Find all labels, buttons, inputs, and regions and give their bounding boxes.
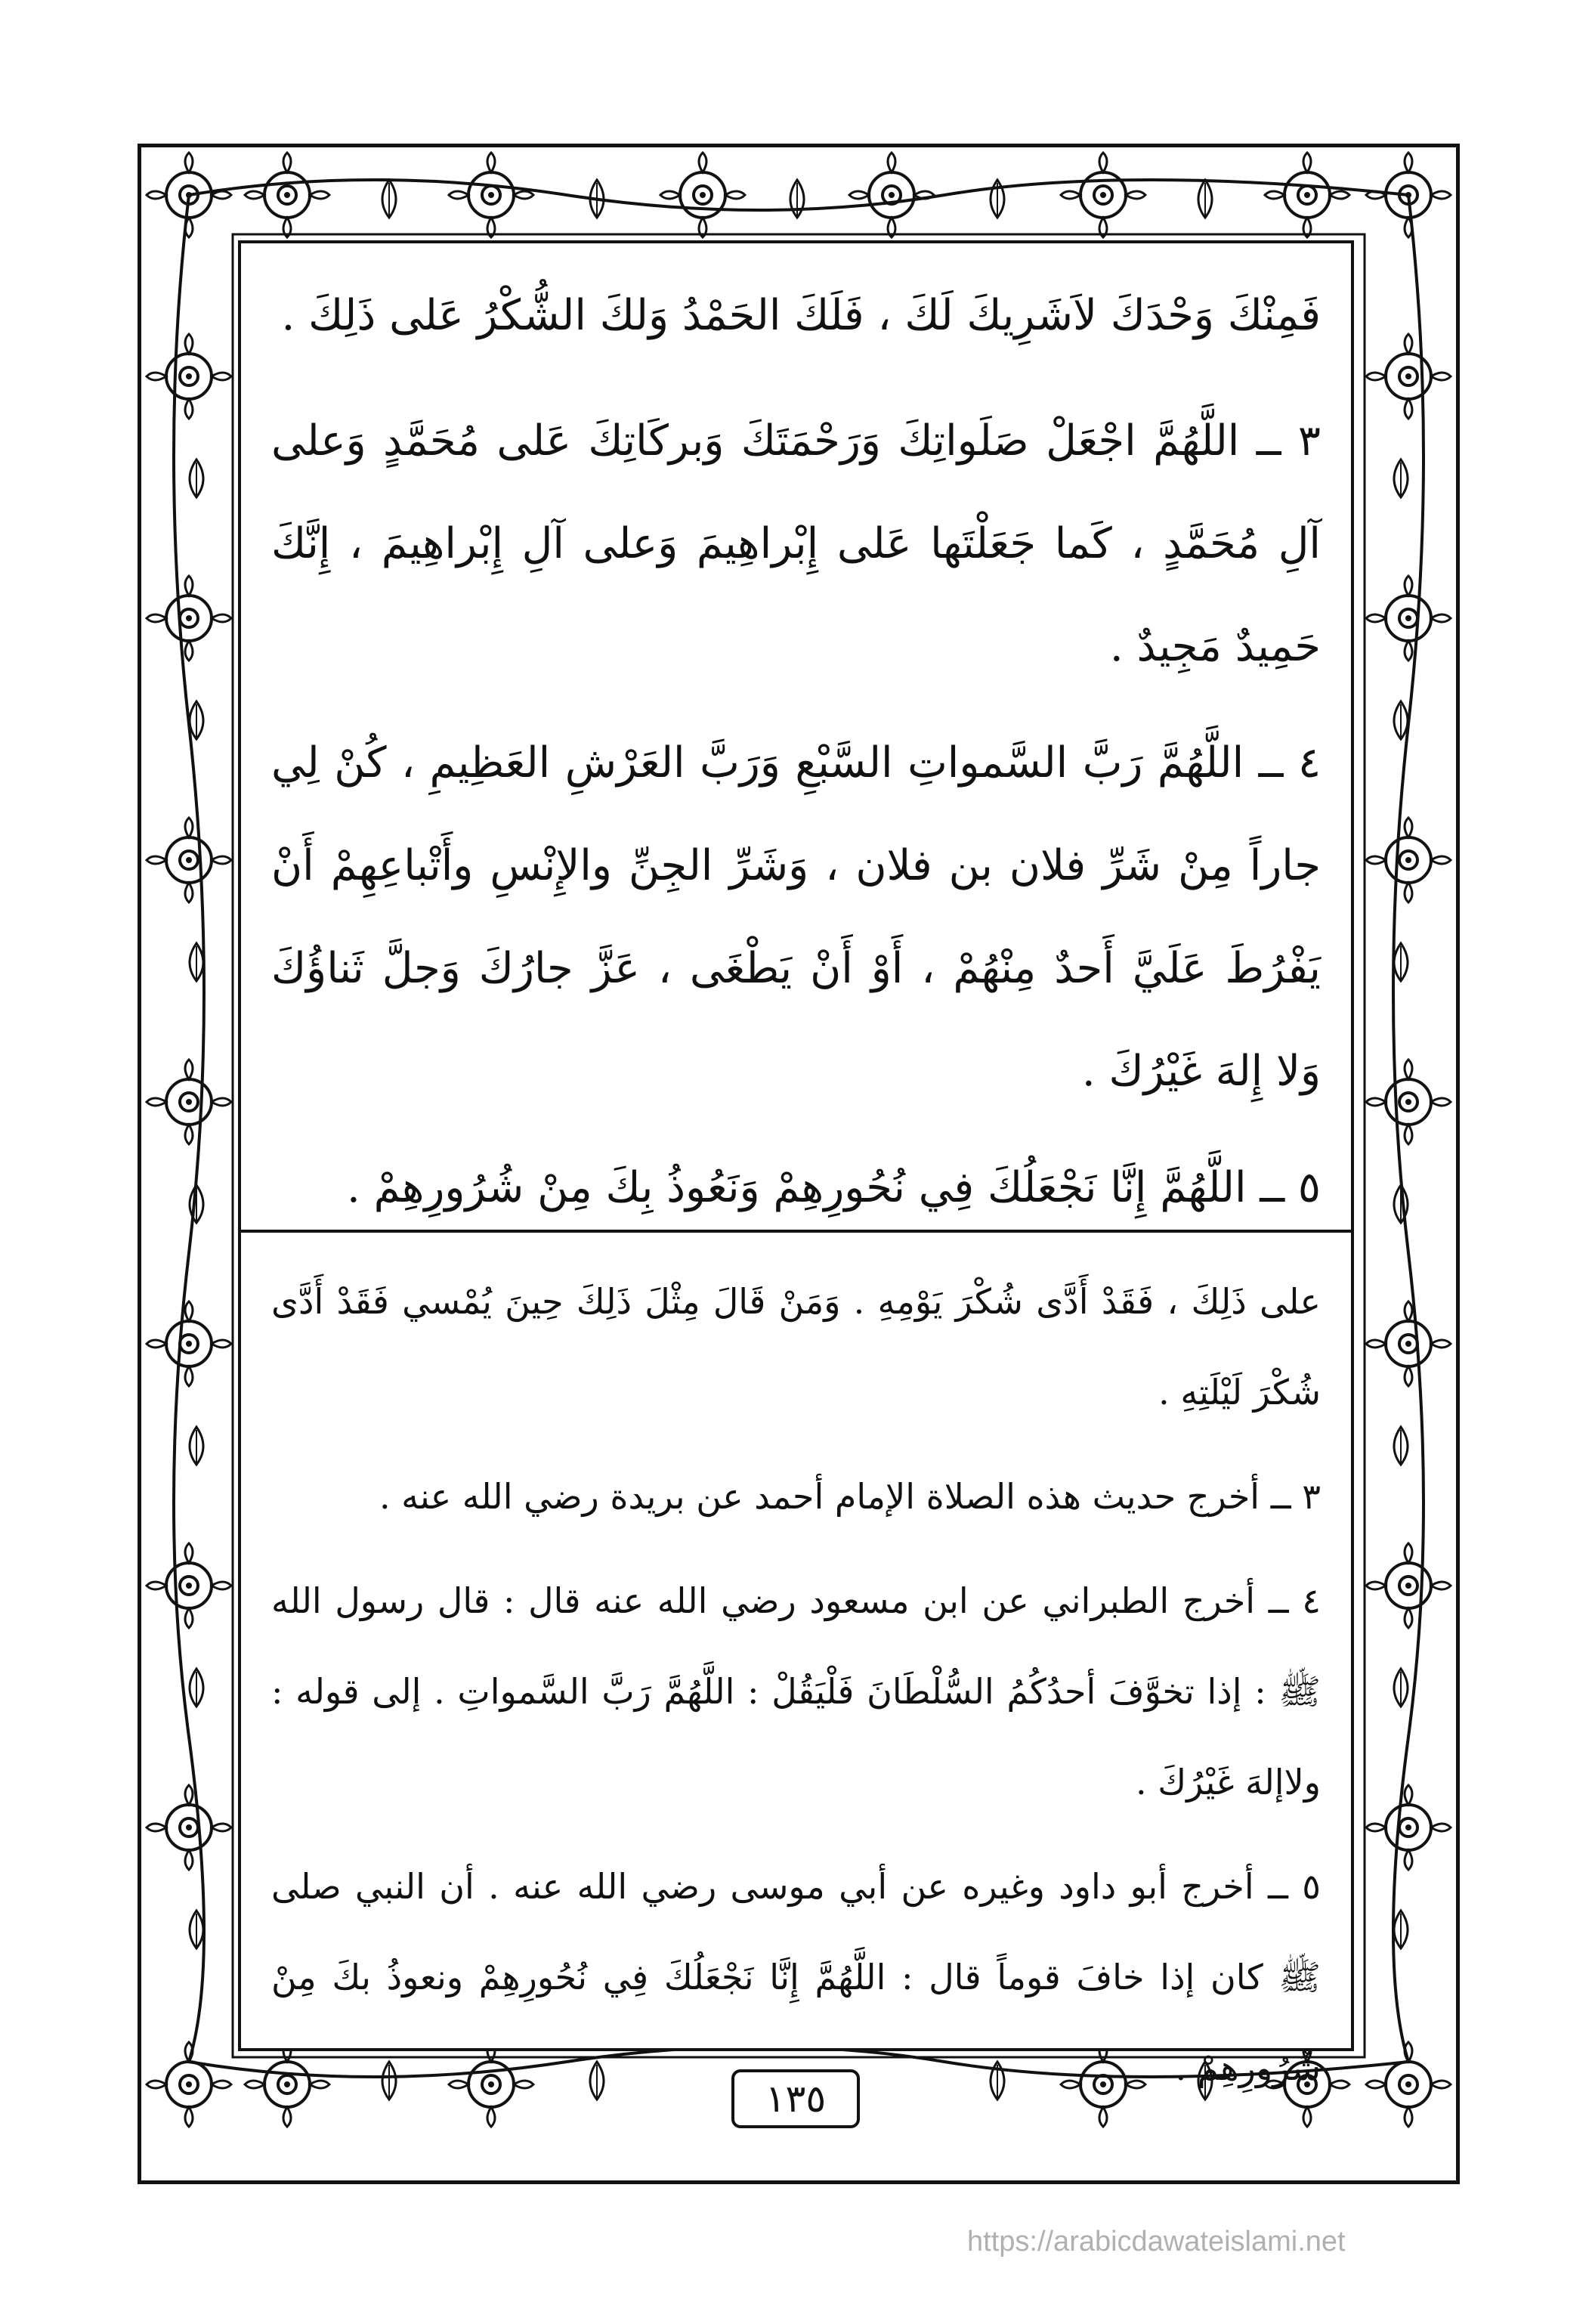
main-paragraph: ٤ ــ اللَّهُمَّ رَبَّ السَّمواتِ السَّبْعِ وَرَبَّ العَرْشِ العَظِيمِ ، كُنْ لِي جاراً مِنْ شَرِّ فلان بن فلان ، وَشَرِّ الجِنِّ والإِنْسِ وأَتْباعِهِمْ أَنْ يَفْرُطَ عَلَيَّ أَحدٌ مِنْهُمْ ، أَوْ أَنْ يَطْغَى ، عَزَّ جارُكَ وَجلَّ ثَناؤُكَ وَلا إِلهَ غَيْرُكَ . <box>271 738 1322 1096</box>
page-number: ١٣٥ <box>731 2069 860 2128</box>
main-paragraph: فَمِنْكَ وَحْدَكَ لاَشَرِيكَ لَكَ ، فَلَكَ الحَمْدُ وَلكَ الشُّكْرُ عَلى ذَلِكَ . <box>281 291 1321 340</box>
footnote-paragraph: ٤ ــ أخرج الطبراني عن ابن مسعود رضي الله عنه قال : قال رسول الله ﷺ : إذا تخوَّفَ أحدُكُمُ السُّلْطَانَ فَلْيَقُلْ : اللَّهُمَّ رَبَّ السَّمواتِ . إلى قوله : ولاإلهَ غَيْرُكَ . <box>271 1580 1321 1803</box>
main-paragraph: ٣ ــ اللَّهُمَّ اجْعَلْ صَلَواتِكَ وَرَحْمَتَكَ وَبركَاتِكَ عَلى مُحَمَّدٍ وَعلى آلِ مُحَمَّدٍ ، كَما جَعَلْتَها عَلى إِبْراهِيمَ وَعلى آلِ إِبْراهِيمَ ، إِنَّكَ حَمِيدٌ مَجِيدٌ . <box>271 416 1321 671</box>
footnotes <box>271 1256 1321 2127</box>
text-panel <box>238 240 1354 2088</box>
footnote-paragraph: ٥ ــ أخرج أبو داود وغيره عن أبي موسى رضي الله عنه . أن النبي صلى ﷺ كان إذا خافَ قوماً قال : اللَّهُمَّ إِنَّا نَجْعَلُكَ فِي نُحُورِهِمْ ونعوذُ بكَ مِنْ شُرُورِهِمْ . <box>271 1866 1321 2088</box>
footnote-paragraph: على ذَلِكَ ، فَقَدْ أَدَّى شُكْرَ يَوْمِهِ . وَمَنْ قَالَ مِثْلَ ذَلِكَ حِينَ يُمْسي فَقَدْ أَدَّى شُكْرَ لَيْلَتِهِ . <box>271 1281 1321 1413</box>
watermark-url: https://arabicdawateislami.net <box>967 2226 1346 2257</box>
footnote-paragraph: ٣ ــ أخرج حديث هذه الصلاة الإمام أحمد عن بريدة رضي الله عنه . <box>379 1476 1321 1517</box>
footnote-divider <box>241 1230 1351 1233</box>
main-text <box>271 265 1321 1253</box>
main-paragraph: ٥ ــ اللَّهُمَّ إِنَّا نَجْعَلُكَ فِي نُحُورِهِمْ وَنَعُوذُ بِكَ مِنْ شُرُورِهِمْ . <box>346 1163 1321 1212</box>
